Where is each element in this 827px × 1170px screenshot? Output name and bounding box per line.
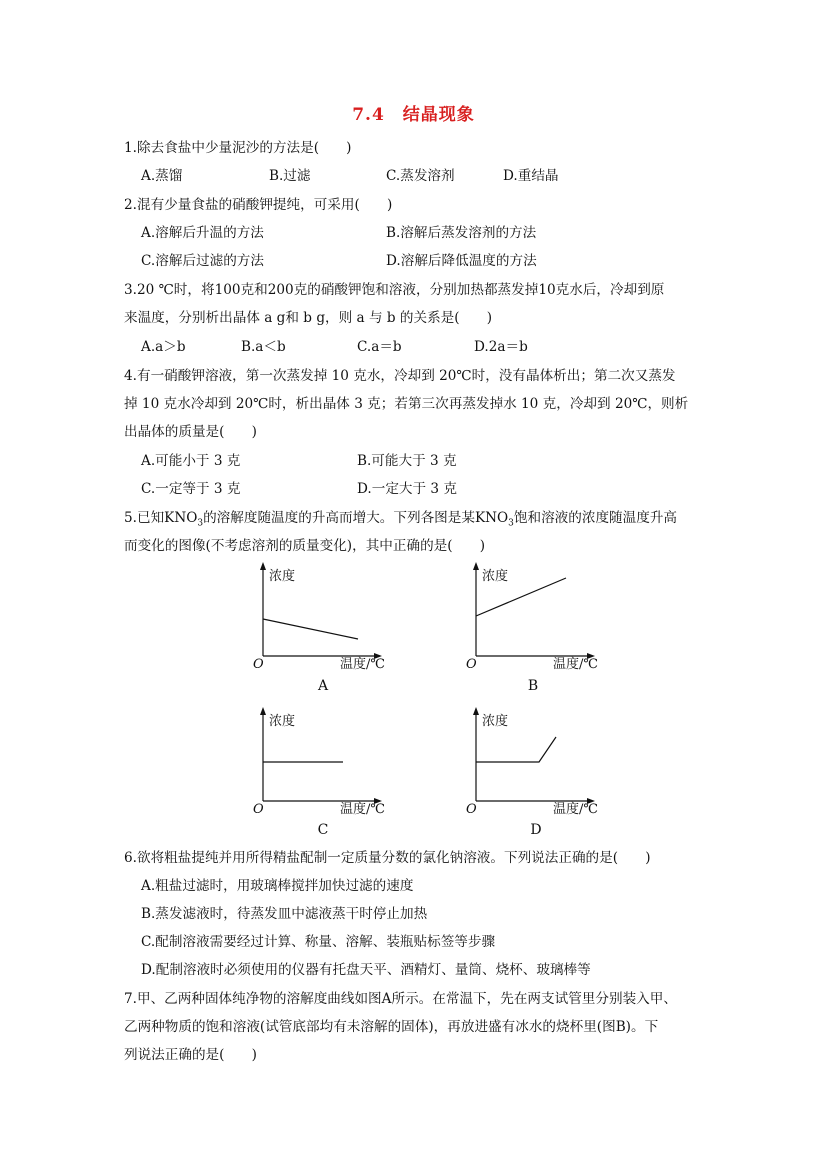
q2-option-c: C.溶解后过滤的方法 [141, 253, 264, 269]
q2-stem: 2.混有少量食盐的硝酸钾提纯，可采用( ) [124, 197, 393, 213]
q2-option-b: B.溶解后蒸发溶剂的方法 [386, 225, 537, 241]
graph-a-curve [263, 619, 358, 639]
q5-text-b: 的溶解度随温度的升高而增大。下列各图是某KNO [203, 510, 509, 526]
q4-line3: 出晶体的质量是( ) [124, 424, 257, 440]
q3-option-a: A.a＞b [141, 339, 186, 355]
q3-line1: 3.20 ℃时，将100克和200克的硝酸钾饱和溶液，分别加热都蒸发掉10克水后，冷却到原 [124, 282, 665, 298]
q3-line2: 来温度，分别析出晶体 a g和 b g，则 a 与 b 的关系是( ) [124, 310, 493, 326]
q7-line1: 7.甲、乙两种固体纯净物的溶解度曲线如图A所示。在常温下，先在两支试管里分别装入甲、 [124, 991, 677, 1007]
q1-stem: 1.除去食盐中少量泥沙的方法是( ) [124, 140, 352, 156]
q2-option-a: A.溶解后升温的方法 [141, 225, 264, 241]
q6-option-d: D.配制溶液时必须使用的仪器有托盘天平、酒精灯、量筒、烧杯、玻璃棒等 [141, 962, 591, 978]
graph-b-label: B [527, 678, 539, 694]
q7-line2: 乙两种物质的饱和溶液(试管底部均有未溶解的固体)，再放进盛有冰水的烧杯里(图B)。下 [124, 1019, 659, 1035]
q5-line2: 而变化的图像(不考虑溶剂的质量变化)，其中正确的是( ) [124, 538, 486, 554]
graph-c-xlabel: 温度/℃ [340, 802, 385, 817]
graph-d-xlabel: 温度/℃ [553, 802, 598, 817]
q1-option-d: D.重结晶 [503, 168, 559, 184]
graph-c-label: C [317, 822, 329, 838]
q3-option-c: C.a＝b [357, 339, 402, 355]
graph-d-label: D [530, 822, 542, 838]
q1-option-c: C.蒸发溶剂 [386, 168, 455, 184]
q3-option-d: D.2a＝b [474, 339, 528, 355]
graph-b-ylabel: 浓度 [482, 569, 509, 584]
q5-subscript: 3 [508, 518, 514, 529]
graph-a-y-arrow [260, 562, 266, 570]
q4-option-d: D.一定大于 3 克 [357, 481, 457, 497]
q2-option-d: D.溶解后降低温度的方法 [386, 253, 537, 269]
graph-d-y-arrow [473, 707, 479, 715]
q4-line2: 掉 10 克水冷却到 20℃时，析出晶体 3 克；若第三次再蒸发掉水 10 克，冷却到 20℃，则析 [124, 396, 689, 412]
graph-a-label: A [317, 678, 329, 694]
q6-option-b: B.蒸发滤液时，待蒸发皿中滤液蒸干时停止加热 [141, 906, 428, 922]
q5-subscript: 3 [197, 518, 204, 529]
q5-line1 [124, 508, 677, 534]
q6-stem: 6.欲将粗盐提纯并用所得精盐配制一定质量分数的氯化钠溶液。下列说法正确的是( ) [124, 850, 651, 866]
q1-option-a: A.蒸馏 [141, 168, 183, 184]
q3-option-b: B.a＜b [241, 339, 286, 355]
q5-text-a: 5.已知KNO [124, 510, 198, 526]
graph-d [463, 705, 823, 825]
graph-c-ylabel: 浓度 [269, 714, 296, 729]
graph-a-xlabel: 温度/℃ [340, 657, 385, 672]
q5-text-c: 饱和溶液的浓度随温度升高 [513, 510, 678, 526]
graph-d-origin: O [466, 802, 477, 817]
graph-c-y-arrow [260, 707, 266, 715]
graph-b-origin: O [466, 657, 477, 672]
graph-b-y-arrow [473, 562, 479, 570]
q4-line1: 4.有一硝酸钾溶液，第一次蒸发掉 10 克水，冷却到 20℃时，没有晶体析出；第二次又蒸发 [124, 368, 676, 384]
graph-b-xlabel: 温度/℃ [553, 657, 598, 672]
q7-line3: 列说法正确的是( ) [124, 1047, 257, 1063]
q6-option-a: A.粗盐过滤时，用玻璃棒搅拌加快过滤的速度 [141, 878, 414, 894]
graph-d-curve [476, 737, 556, 762]
q4-option-a: A.可能小于 3 克 [141, 453, 241, 469]
page-title: 7.4 结晶现象 [352, 105, 475, 125]
graph-d-ylabel: 浓度 [482, 714, 509, 729]
graph-a-ylabel: 浓度 [269, 569, 296, 584]
q1-option-b: B.过滤 [269, 168, 311, 184]
q4-option-b: B.可能大于 3 克 [357, 453, 457, 469]
graph-c-origin: O [253, 802, 264, 817]
graph-b [463, 560, 823, 680]
q4-option-c: C.一定等于 3 克 [141, 481, 241, 497]
graph-a-origin: O [253, 657, 264, 672]
q6-option-c: C.配制溶液需要经过计算、称量、溶解、装瓶贴标签等步骤 [141, 934, 496, 950]
